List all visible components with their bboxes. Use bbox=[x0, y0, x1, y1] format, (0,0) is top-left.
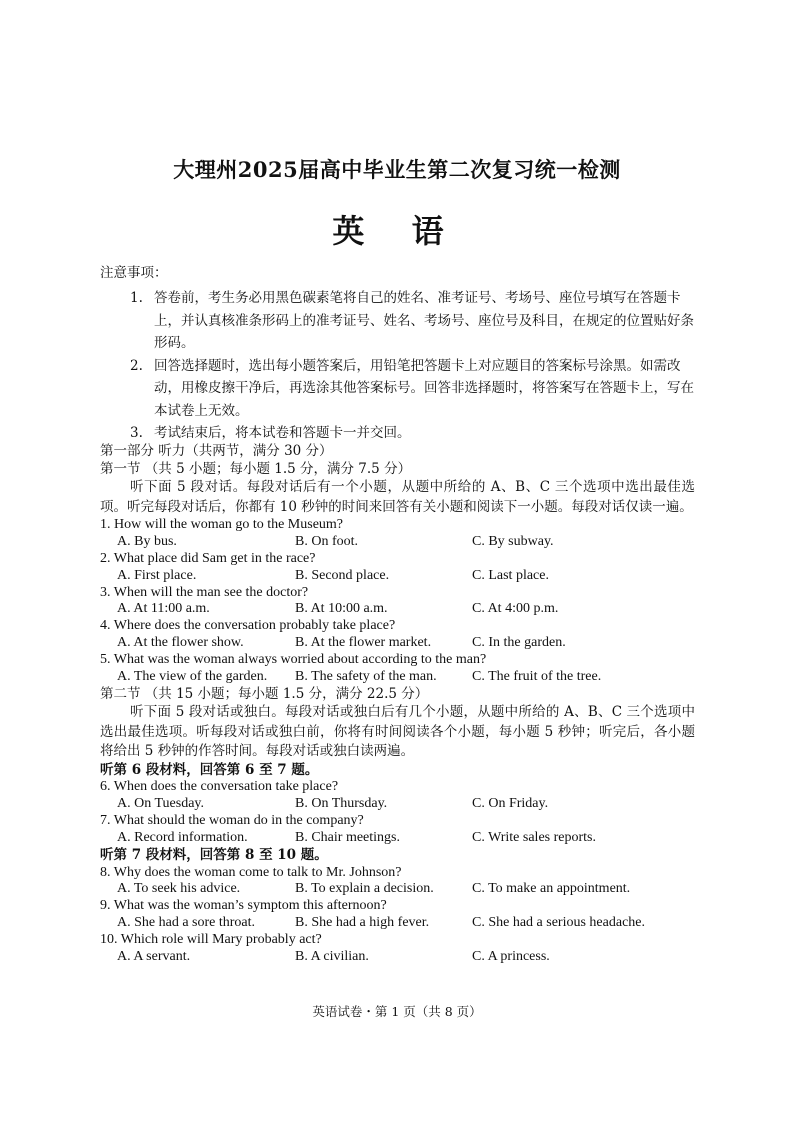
exam-title: 大理州2025届高中毕业生第二次复习统一检测 bbox=[173, 157, 621, 182]
option-c: C. She had a serious headache. bbox=[472, 915, 645, 931]
question-options bbox=[100, 669, 695, 686]
option-c: C. The fruit of the tree. bbox=[472, 668, 602, 684]
question-stem: 1. How will the woman go to the Museum? bbox=[100, 517, 344, 532]
question-options bbox=[100, 568, 695, 585]
material-7-heading: 听第 7 段材料，回答第 8 至 10 题。 bbox=[100, 847, 328, 864]
option-a: A. At 11:00 a.m. bbox=[117, 601, 210, 617]
note-number: 3. bbox=[130, 425, 143, 441]
question-stem: 3. When will the man see the doctor? bbox=[100, 584, 309, 600]
question-stem: 9. What was the woman’s symptom this afternoon? bbox=[100, 898, 387, 914]
option-c: C. By subway. bbox=[472, 533, 554, 549]
subject-title: 英 语 bbox=[332, 212, 462, 250]
option-b: B. On foot. bbox=[295, 533, 358, 549]
question-options bbox=[100, 635, 695, 652]
question-options bbox=[100, 915, 695, 932]
option-a: A. By bus. bbox=[117, 533, 177, 549]
option-a: A. She had a sore throat. bbox=[117, 915, 256, 931]
option-b: B. At the flower market. bbox=[295, 635, 432, 651]
option-c: C. To make an appointment. bbox=[472, 881, 631, 897]
material-6-heading: 听第 6 段材料，回答第 6 至 7 题。 bbox=[100, 761, 319, 778]
note-item bbox=[100, 287, 700, 355]
note-text: 考试结束后，将本试卷和答题卡一并交回。 bbox=[154, 425, 411, 441]
page-footer: 英语试卷・第 1 页（共 8 页） bbox=[312, 1004, 482, 1019]
option-c: C. A princess. bbox=[472, 948, 550, 964]
question-stem: 4. Where does the conversation probably take place? bbox=[100, 618, 396, 634]
option-a: A. First place. bbox=[117, 567, 197, 583]
option-b: B. A civilian. bbox=[295, 948, 369, 964]
question-stem: 8. Why does the woman come to talk to Mr. Johnson? bbox=[100, 864, 402, 880]
option-c: C. In the garden. bbox=[472, 635, 566, 651]
question-stem: 2. What place did Sam get in the race? bbox=[100, 550, 316, 566]
option-a: A. A servant. bbox=[117, 948, 191, 964]
note-number: 2. bbox=[130, 357, 143, 374]
question-options bbox=[100, 881, 695, 898]
section2-heading: 第二节 （共 15 小题；每小题 1.5 分，满分 22.5 分） bbox=[100, 685, 429, 702]
option-b: B. On Thursday. bbox=[295, 796, 388, 812]
question-options bbox=[100, 601, 695, 618]
option-c: C. Last place. bbox=[472, 567, 549, 583]
part1-heading: 第一部分 听力（共两节，满分 30 分） bbox=[100, 443, 333, 459]
section1-instructions: 听下面 5 段对话。每段对话后有一个小题，从题中所给的 A、B、C 三个选项中选出最佳选项。听完每段对话后，你都有 10 秒钟的时间来回答有关小题和阅读下一小题。每段对话仅读一遍。 bbox=[100, 479, 695, 515]
option-c: C. Write sales reports. bbox=[472, 830, 596, 846]
option-b: B. At 10:00 a.m. bbox=[295, 601, 388, 617]
question-stem: 6. When does the conversation take place? bbox=[100, 779, 339, 795]
question-options bbox=[100, 796, 695, 813]
question-stem: 10. Which role will Mary probably act? bbox=[100, 932, 322, 948]
question-options bbox=[100, 534, 695, 551]
note-item bbox=[100, 355, 700, 423]
notes-heading: 注意事项： bbox=[100, 265, 168, 281]
option-b: B. The safety of the man. bbox=[295, 668, 437, 684]
option-a: A. The view of the garden. bbox=[117, 668, 268, 684]
option-a: A. On Tuesday. bbox=[117, 796, 204, 812]
note-item bbox=[100, 422, 700, 445]
section2-instructions: 听下面 5 段对话或独白。每段对话或独白后有几个小题，从题中所给的 A、B、C 三个选项中选出最佳选项。听每段对话或独白前，你将有时间阅读各个小题，每小题 5 秒钟；听完后，各小题将给出 5 秒钟的作答时间。每段对话或独白读两遍。 bbox=[100, 704, 695, 760]
note-number: 1. bbox=[130, 290, 143, 306]
note-text: 答卷前，考生务必用黑色碳素笔将自己的姓名、准考证号、考场号、座位号填写在答题卡上，并认真核准条形码上的准考证号、姓名、考场号、座位号及科目，在规定的位置贴好条形码。 bbox=[154, 290, 694, 351]
option-a: A. Record information. bbox=[117, 830, 248, 846]
question-options bbox=[100, 949, 695, 966]
option-a: A. To seek his advice. bbox=[117, 881, 241, 897]
note-text: 回答选择题时，选出每小题答案后，用铅笔把答题卡上对应题目的答案标号涂黑。如需改动，用橡皮擦干净后，再选涂其他答案标号。回答非选择题时，将答案写在答题卡上，写在本试卷上无效。 bbox=[154, 357, 694, 419]
question-stem: 5. What was the woman always worried about according to the man? bbox=[100, 652, 487, 668]
option-b: B. To explain a decision. bbox=[295, 881, 434, 897]
option-b: B. She had a high fever. bbox=[295, 915, 430, 931]
option-a: A. At the flower show. bbox=[117, 635, 244, 651]
notes-section bbox=[100, 263, 700, 445]
section1-heading: 第一节 （共 5 小题；每小题 1.5 分，满分 7.5 分） bbox=[100, 460, 412, 477]
option-c: C. At 4:00 p.m. bbox=[472, 601, 559, 617]
option-c: C. On Friday. bbox=[472, 796, 549, 812]
option-b: B. Second place. bbox=[295, 567, 390, 583]
notes-list bbox=[100, 287, 700, 445]
listening-part bbox=[100, 443, 695, 966]
question-stem: 7. What should the woman do in the company? bbox=[100, 813, 364, 829]
option-b: B. Chair meetings. bbox=[295, 830, 400, 846]
question-options bbox=[100, 830, 695, 847]
